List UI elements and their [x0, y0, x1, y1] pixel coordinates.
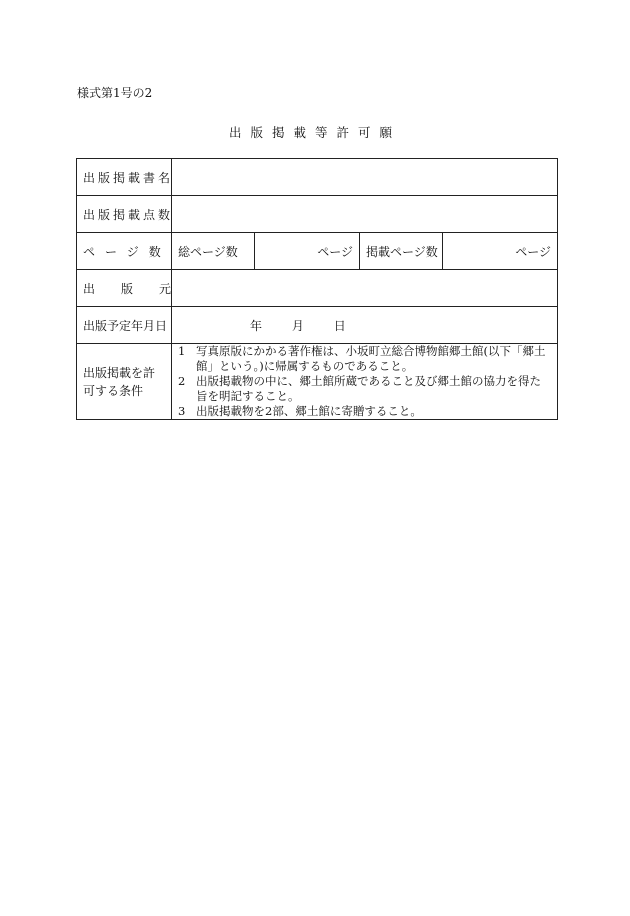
publisher-label: 出版元 — [77, 270, 172, 307]
condition-text: 写真原版にかかる著作権は、小坂町立総合博物館郷土館(以下「郷土館」という。)に帰属するものであること。 — [196, 344, 546, 373]
row-publisher — [77, 270, 558, 307]
condition-item — [178, 404, 551, 419]
total-pages-label: 総ページ数 — [172, 233, 255, 270]
year-unit: 年 — [250, 318, 263, 333]
publisher-field[interactable] — [172, 270, 558, 307]
published-pages-field[interactable] — [443, 233, 558, 270]
pages-label: ページ数 — [77, 233, 172, 270]
condition-text: 出版掲載物を2部、郷土館に寄贈すること。 — [196, 404, 422, 418]
condition-number: 3 — [178, 404, 186, 418]
row-book-title — [77, 159, 558, 196]
published-pages-unit: ページ — [515, 244, 551, 259]
published-pages-label: 掲載ページ数 — [360, 233, 443, 270]
date-label: 出版予定年月日 — [77, 307, 172, 344]
date-field[interactable] — [172, 307, 558, 344]
total-pages-field[interactable] — [255, 233, 360, 270]
book-title-field[interactable] — [172, 159, 558, 196]
page-title: 出版掲載等許可願 — [228, 125, 401, 140]
count-field[interactable] — [172, 196, 558, 233]
book-title-label: 出版掲載書名 — [77, 159, 172, 196]
count-label: 出版掲載点数 — [77, 196, 172, 233]
condition-number: 1 — [178, 344, 186, 358]
condition-item — [178, 374, 551, 404]
row-conditions — [77, 344, 558, 420]
form-number: 様式第1号の2 — [77, 86, 153, 100]
day-unit: 日 — [333, 318, 346, 333]
condition-item — [178, 344, 551, 374]
month-unit: 月 — [291, 318, 304, 333]
condition-number: 2 — [178, 374, 186, 388]
total-pages-unit: ページ — [317, 244, 353, 259]
row-pages — [77, 233, 558, 270]
row-date — [77, 307, 558, 344]
row-count — [77, 196, 558, 233]
conditions-text — [172, 344, 558, 420]
permission-form-table — [76, 158, 558, 420]
condition-text: 出版掲載物の中に、郷土館所蔵であること及び郷土館の協力を得た旨を明記すること。 — [196, 374, 541, 403]
conditions-label: 出版掲載を許可する条件 — [77, 344, 172, 420]
